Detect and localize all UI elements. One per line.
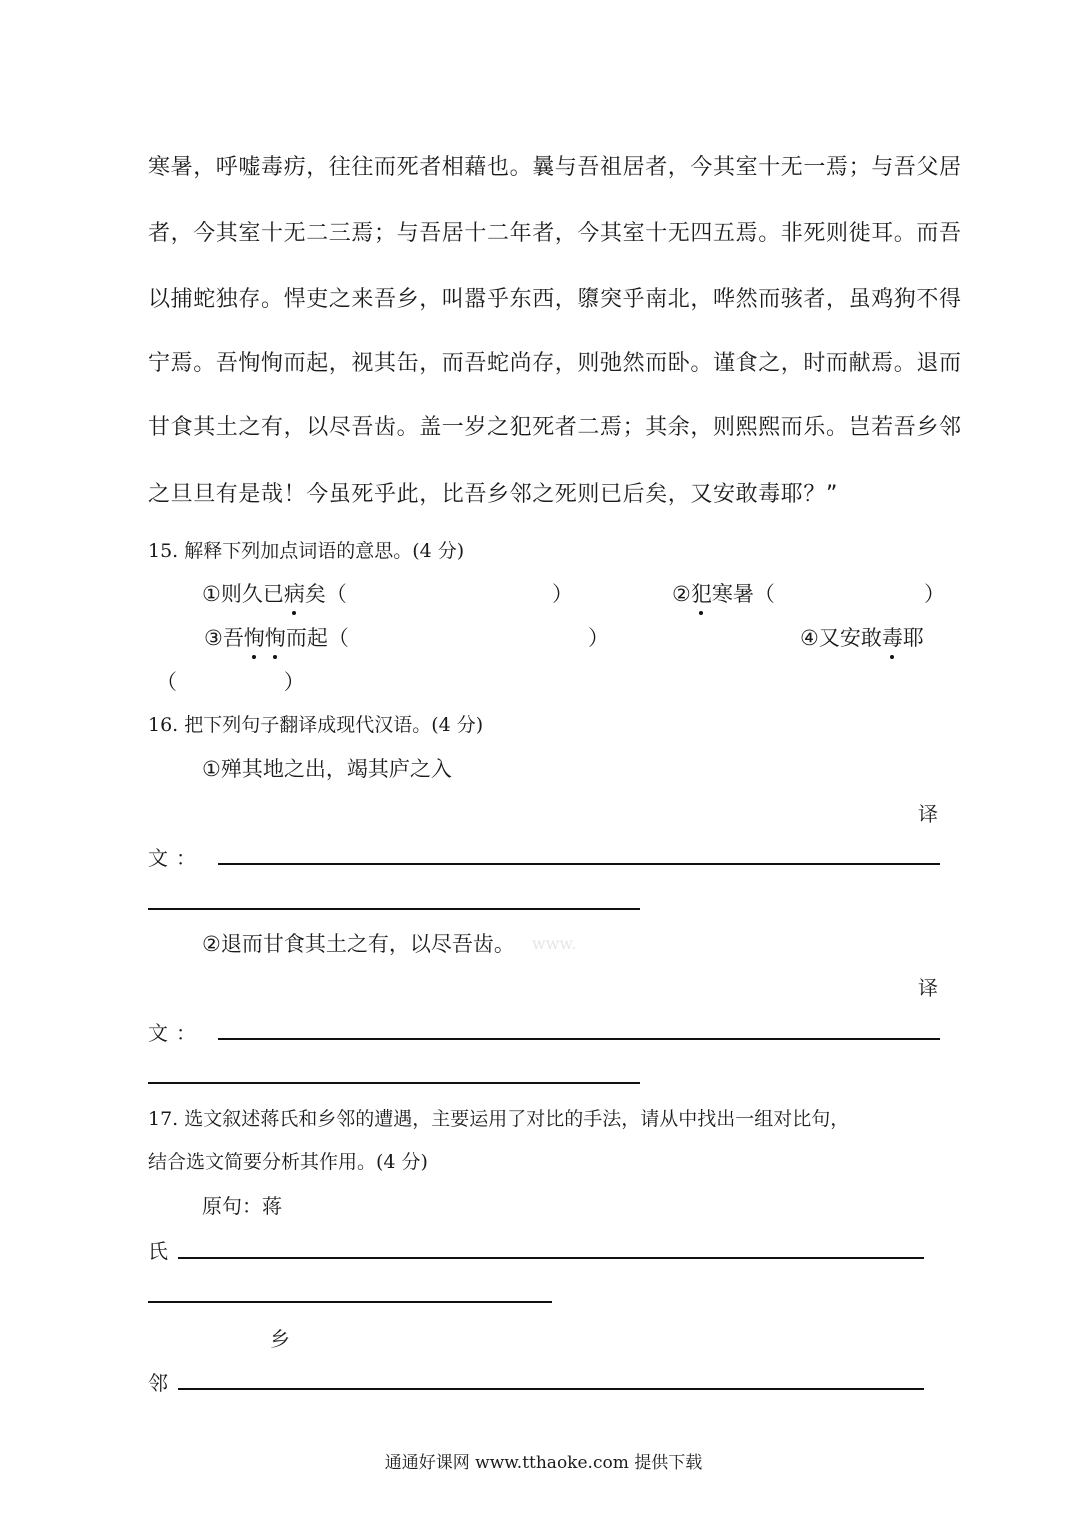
question-15-title: 15. 解释下列加点词语的意思。(4 分) (148, 540, 465, 562)
q17-neighbor-char-2: 邻 (148, 1371, 168, 1395)
q15-item-1-pre: ①则久已 (202, 582, 284, 606)
passage-line-6: 之旦旦有是哉！今虽死乎此，比吾乡邻之死则已后矣，又安敢毒耶？” (148, 482, 838, 507)
q15-item-4-dotted: 毒 (882, 622, 903, 652)
question-17-title-line-1: 17. 选文叙述蒋氏和乡邻的遭遇，主要运用了对比的手法，请从中找出一组对比句， (148, 1108, 850, 1130)
q16-2-label-part1: 译 (918, 976, 938, 1000)
q16-2-label-part2: 文： (148, 1021, 204, 1045)
q17-jiang-answer-line-2[interactable] (148, 1301, 552, 1303)
passage-line-1: 寒暑，呼嘘毒疠，往往而死者相藉也。曩与吾祖居者，今其室十无一焉；与吾父居 (148, 155, 962, 180)
q16-1-label-part2: 文： (148, 846, 204, 870)
passage-line-5: 甘食其土之有，以尽吾齿。盖一岁之犯死者二焉；其余，则熙熙而乐。岂若吾乡邻 (148, 415, 962, 440)
q15-item-2-close: ） (924, 582, 945, 606)
q16-1-label-part1: 译 (918, 802, 938, 826)
q15-item-2-pre: ② (672, 582, 691, 606)
q17-neighbor-char-1: 乡 (270, 1327, 290, 1351)
q16-1-answer-line-1[interactable] (218, 863, 940, 865)
q16-sentence-2: ②退而甘食其土之有，以尽吾齿。 (202, 932, 515, 956)
q15-item-2 (672, 578, 775, 608)
q15-item-1-close: ） (552, 582, 573, 606)
q15-item-1 (202, 578, 347, 608)
q15-item-4-paren: （ ） (156, 670, 305, 694)
q15-item-3-post: 而起（ (285, 626, 349, 650)
q15-item-3 (204, 622, 349, 652)
q15-item-2-post: 寒暑（ (711, 582, 775, 606)
q16-2-answer-line-1[interactable] (218, 1038, 940, 1040)
page-footer: 通通好课网 www.tthaoke.com 提供下载 (384, 1453, 703, 1473)
q15-item-1-dotted: 病 (284, 578, 305, 608)
q17-orig-label: 原句：蒋 (202, 1194, 282, 1218)
q16-1-answer-line-2[interactable] (148, 908, 640, 910)
passage-line-4: 宁焉。吾恂恂而起，视其缶，而吾蛇尚存，则弛然而卧。谨食之，时而献焉。退而 (148, 351, 962, 376)
q15-item-3-dotted-2: 恂 (265, 622, 286, 652)
q15-item-2-dotted: 犯 (691, 578, 712, 608)
q15-item-3-dotted-1: 恂 (244, 622, 265, 652)
q15-item-4-pre: ④又安敢 (800, 626, 882, 650)
watermark: www. (532, 934, 577, 953)
passage-line-2: 者，今其室十无二三焉；与吾居十二年者，今其室十无四五焉。非死则徙耳。而吾 (148, 221, 962, 246)
q17-jiang-answer-line-1[interactable] (178, 1257, 924, 1259)
q16-2-answer-line-2[interactable] (148, 1082, 640, 1084)
q15-item-1-post: 矣（ (304, 582, 347, 606)
q17-neighbor-answer-line[interactable] (178, 1388, 924, 1390)
q16-sentence-1: ①殚其地之出，竭其庐之入 (202, 757, 452, 781)
q15-item-4 (800, 622, 924, 652)
q15-item-3-pre: ③吾 (204, 626, 244, 650)
passage-line-3: 以捕蛇独存。悍吏之来吾乡，叫嚣乎东西，隳突乎南北，哗然而骇者，虽鸡狗不得 (148, 287, 962, 312)
q15-item-3-close: ） (588, 626, 609, 650)
q17-orig-char-2: 氏 (148, 1239, 168, 1263)
question-17-title-line-2: 结合选文简要分析其作用。(4 分) (148, 1151, 428, 1173)
q15-item-4-post: 耶 (902, 626, 924, 650)
question-16-title: 16. 把下列句子翻译成现代汉语。(4 分) (148, 714, 484, 736)
